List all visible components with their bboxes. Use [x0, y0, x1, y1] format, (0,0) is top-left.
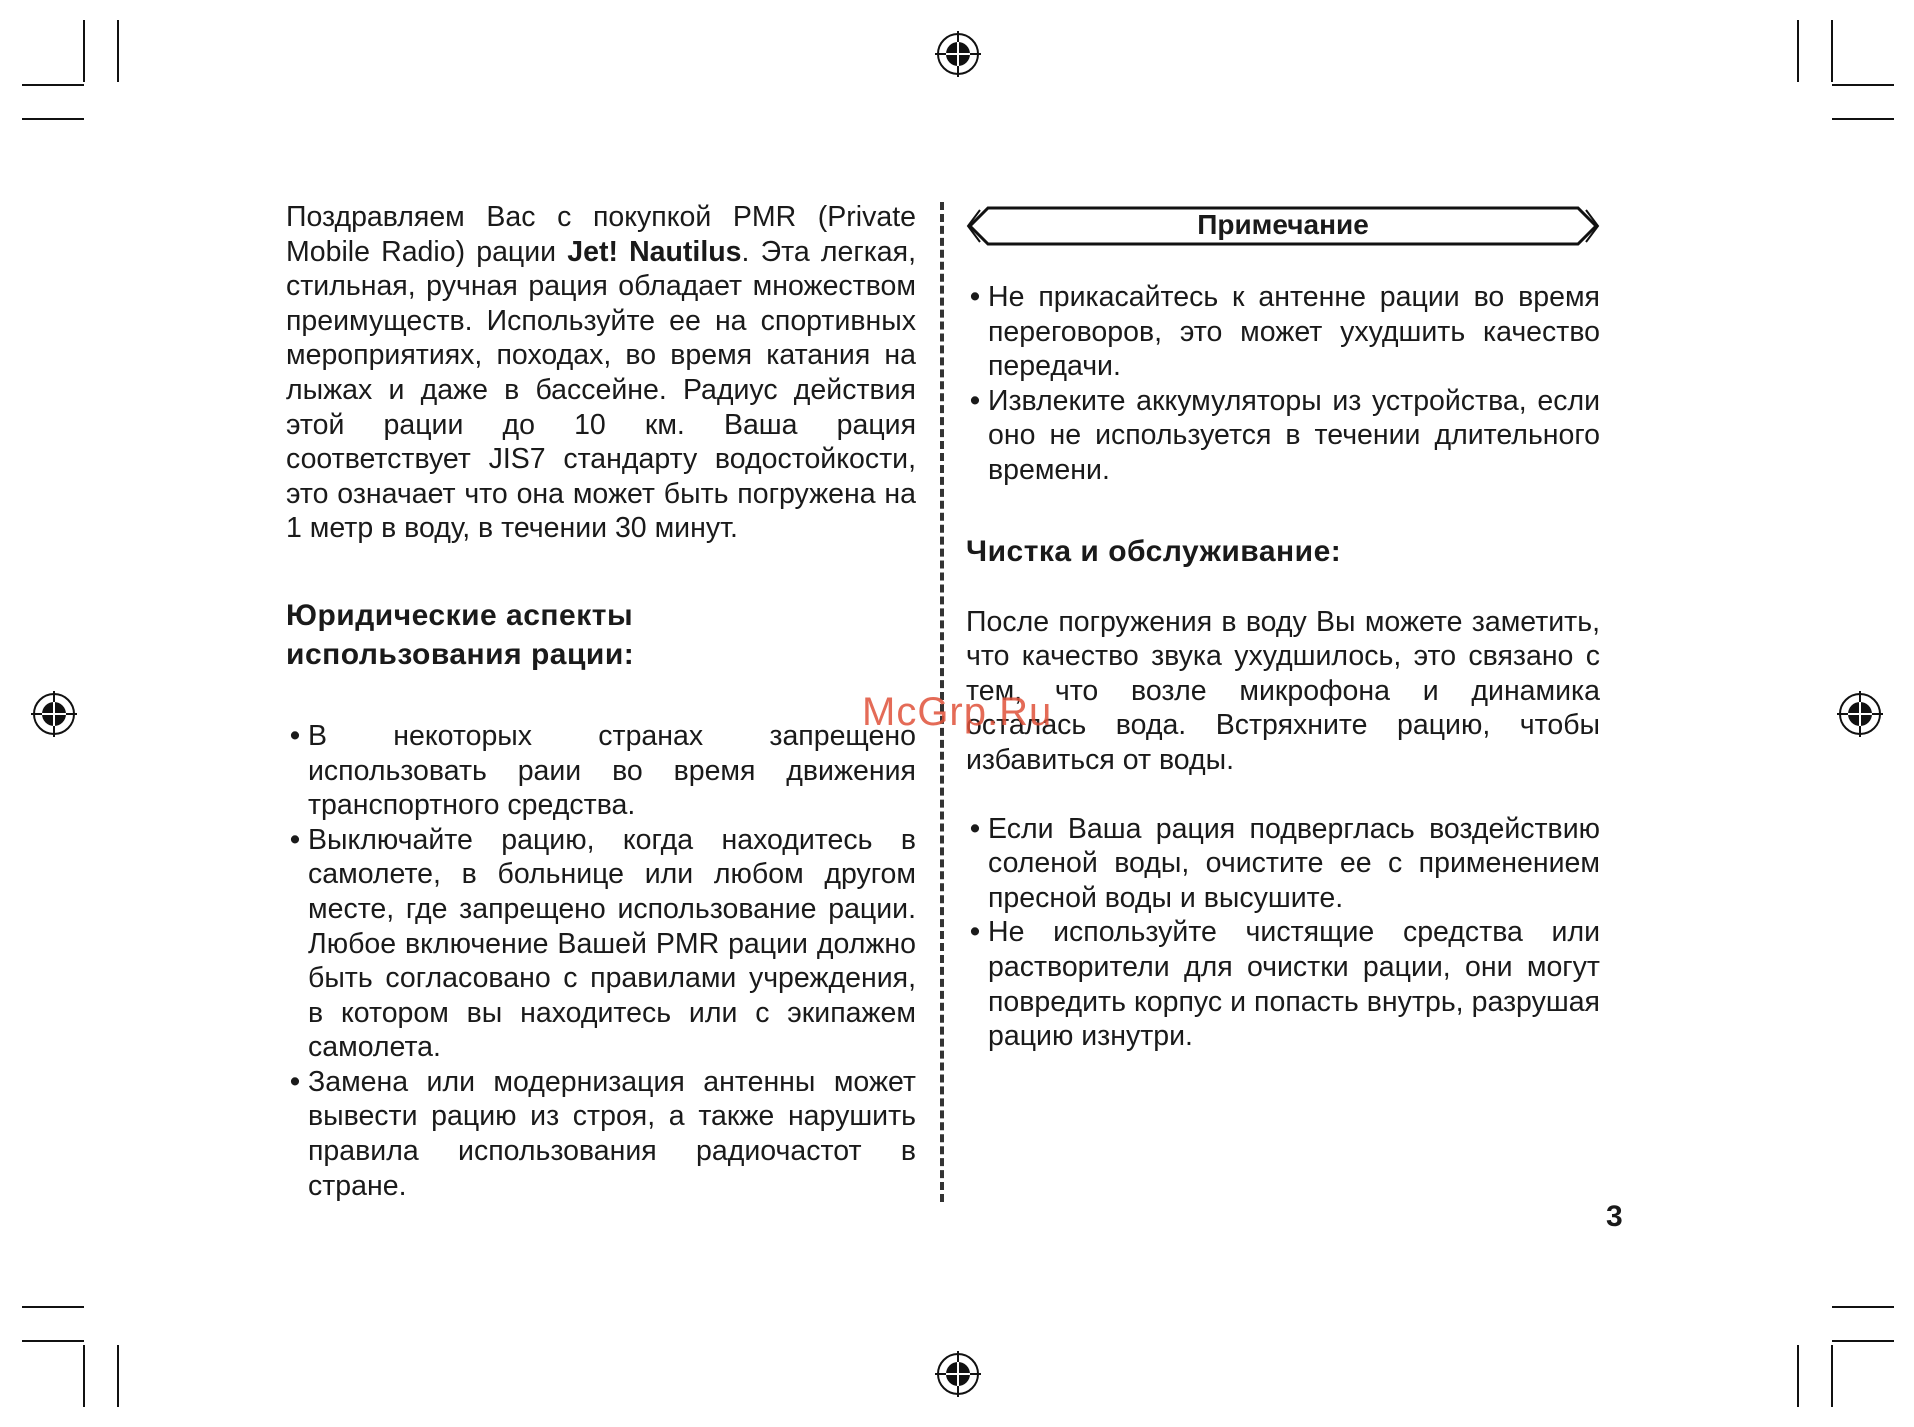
bullet-icon: • [290, 823, 300, 856]
bullet-icon: • [970, 281, 980, 313]
cleaning-bullet-list [966, 812, 1600, 1054]
registration-mark-icon [29, 689, 79, 739]
list-item-text: Извлеките аккумуляторы из устройства, если оно не используется в течении длительного времени. [988, 384, 1600, 486]
list-item-text: Замена или модернизация антенны может вывести рацию из строя, а также нарушить правила использования радиочастот в стране. [308, 1065, 916, 1202]
crop-mark [22, 84, 84, 86]
legal-heading-line2: использования рации: [286, 637, 635, 671]
list-item [286, 719, 916, 823]
list-item-text: Выключайте рацию, когда находитесь в самолете, в больнице или любом другом месте, где запрещено использование рации. Любое включение Вашей PMR рации должно быть согласовано с правилами учреждения, в котором вы находитесь или с экипажем самолета. [308, 823, 916, 1064]
crop-mark [83, 20, 85, 82]
watermark: McGrp.Ru [862, 690, 1053, 734]
crop-mark [1832, 1306, 1894, 1308]
bullet-icon: • [290, 1065, 300, 1098]
legal-heading [286, 596, 916, 674]
legal-bullet-list [286, 719, 916, 1203]
note-title: Примечание [1197, 209, 1369, 240]
list-item [286, 823, 916, 1065]
bullet-icon: • [290, 719, 300, 752]
bullet-icon: • [970, 812, 980, 845]
crop-mark [1832, 118, 1894, 120]
note-banner [966, 204, 1600, 248]
intro-text: Поздравляем Вас с покупкой PMR (Private Mobile Radio) рации [286, 201, 916, 268]
list-item [966, 280, 1600, 384]
list-item [286, 1065, 916, 1203]
list-item-text: В некоторых странах запрещено использовать раии во время движения транспортного средства. [308, 719, 916, 822]
list-item [966, 384, 1600, 488]
registration-mark-icon [1835, 689, 1885, 739]
crop-mark [22, 1340, 84, 1342]
brand-name: Jet! Nautilus [567, 235, 742, 268]
legal-heading-line1: Юридические аспекты [286, 598, 634, 632]
note-bullet-list [966, 280, 1600, 488]
crop-mark [117, 20, 119, 82]
right-column [966, 204, 1600, 1054]
intro-text-continued: . Эта легкая, стильная, ручная рация обладает множеством преимуществ. Используйте ее на спортивных мероприятиях, походах, во время катания на лыжах и даже в бассейне. Радиус действия этой рации до 10 км. Ваша рация соответствует JIS7 стандарту водостойкости, это означает что она может быть погружена на 1 метр в воду, в течении 30 минут. [286, 235, 917, 545]
registration-mark-icon [933, 29, 983, 79]
registration-mark-icon [933, 1349, 983, 1399]
crop-mark [22, 118, 84, 120]
cleaning-paragraph: После погружения в воду Вы можете заметить, что качество звука ухудшилось, это связано с тем, что возле микрофона и динамика осталась вода. Встряхните рацию, чтобы избавиться от воды. [966, 605, 1600, 776]
crop-mark [83, 1345, 85, 1407]
crop-mark [1797, 20, 1799, 82]
list-item [966, 915, 1600, 1053]
left-column [286, 200, 916, 1203]
list-item-text: Не прикасайтесь к антенне рации во время переговоров, это может ухудшить качество передачи. [988, 281, 1600, 383]
list-item-text: Не используйте чистящие средства или растворители для очистки рации, они могут повредить корпус и попасть внутрь, разрушая рацию изнутри. [988, 916, 1600, 1053]
page-number: 3 [1606, 1200, 1623, 1233]
bullet-icon: • [970, 384, 980, 417]
crop-mark [1831, 20, 1833, 82]
list-item-text: Если Ваша рация подверглась воздействию соленой воды, очистите ее с применением пресной воды и высушите. [988, 812, 1600, 914]
crop-mark [1831, 1345, 1833, 1407]
list-item [966, 812, 1600, 916]
crop-mark [117, 1345, 119, 1407]
cleaning-heading: Чистка и обслуживание: [966, 534, 1342, 568]
crop-mark [1832, 1340, 1894, 1342]
bullet-icon: • [970, 916, 980, 949]
intro-paragraph [286, 200, 916, 546]
crop-mark [1797, 1345, 1799, 1407]
crop-mark [1832, 84, 1894, 86]
crop-mark [22, 1306, 84, 1308]
